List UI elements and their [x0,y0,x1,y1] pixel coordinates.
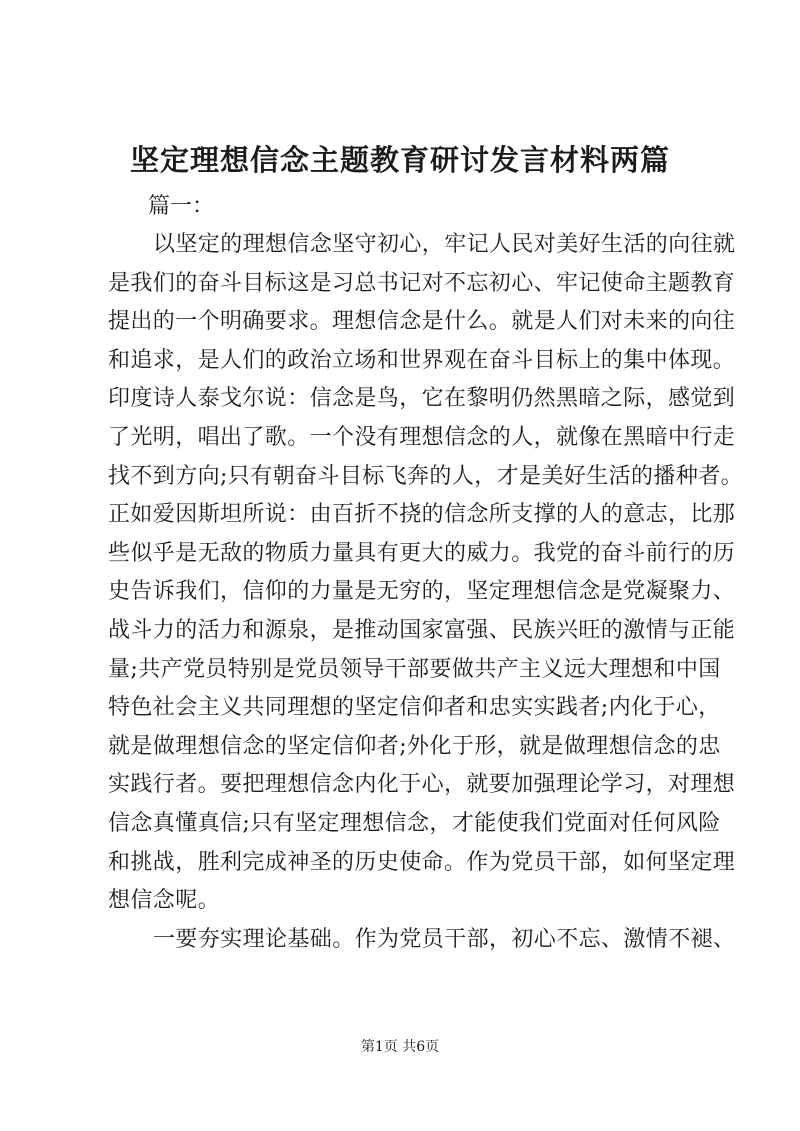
text-line: 战斗力的活力和源泉，是推动国家富强、民族兴旺的激情与正能 [108,617,736,643]
text-line: 是我们的奋斗目标这是习总书记对不忘初心、牢记使命主题教育 [108,270,736,296]
text-line: 些似乎是无敌的物质力量具有更大的威力。我党的奋斗前行的历 [108,540,736,566]
text-line: 正如爱因斯坦所说：由百折不挠的信念所支撑的人的意志，比那 [108,502,736,528]
document-title: 坚定理想信念主题教育研讨发言材料两篇 [129,143,670,177]
text-line: 实践行者。要把理想信念内化于心，就要加强理论学习，对理想 [108,772,736,798]
text-line: 找不到方向;只有朝奋斗目标飞奔的人，才是美好生活的播种者。 [108,463,744,489]
text-line: 史告诉我们，信仰的力量是无穷的，坚定理想信念是党凝聚力、 [108,579,736,605]
text-line: 和追求，是人们的政治立场和世界观在奋斗目标上的集中体现。 [108,347,736,373]
text-line: 以坚定的理想信念坚守初心，牢记人民对美好生活的向往就 [153,232,736,257]
text-line: 了光明，唱出了歌。一个没有理想信念的人，就像在黑暗中行走 [108,424,736,450]
text-line: 印度诗人泰戈尔说：信念是鸟，它在黎明仍然黑暗之际，感觉到 [108,386,736,412]
text-line: 量;共产党员特别是党员领导干部要做共产主义远大理想和中国 [108,656,721,682]
text-line: 和挑战，胜利完成神圣的历史使命。作为党员干部，如何坚定理 [108,849,736,875]
text-line: 想信念呢。 [108,888,221,914]
text-line: 特色社会主义共同理想的坚定信仰者和忠实实践者;内化于心， [108,695,721,721]
text-line: 就是做理想信念的坚定信仰者;外化于形，就是做理想信念的忠 [108,733,721,759]
text-line: 一要夯实理论基础。作为党员干部，初心不忘、激情不褪、 [153,926,736,952]
body-text [108,226,744,959]
section-label: 篇一： [148,194,215,219]
text-line: 信念真懂真信;只有坚定理想信念，才能使我们党面对任何风险 [108,810,721,836]
page-number: 第1页 共6页 [360,1039,440,1055]
text-line: 提出的一个明确要求。理想信念是什么。就是人们对未来的向往 [108,309,736,335]
